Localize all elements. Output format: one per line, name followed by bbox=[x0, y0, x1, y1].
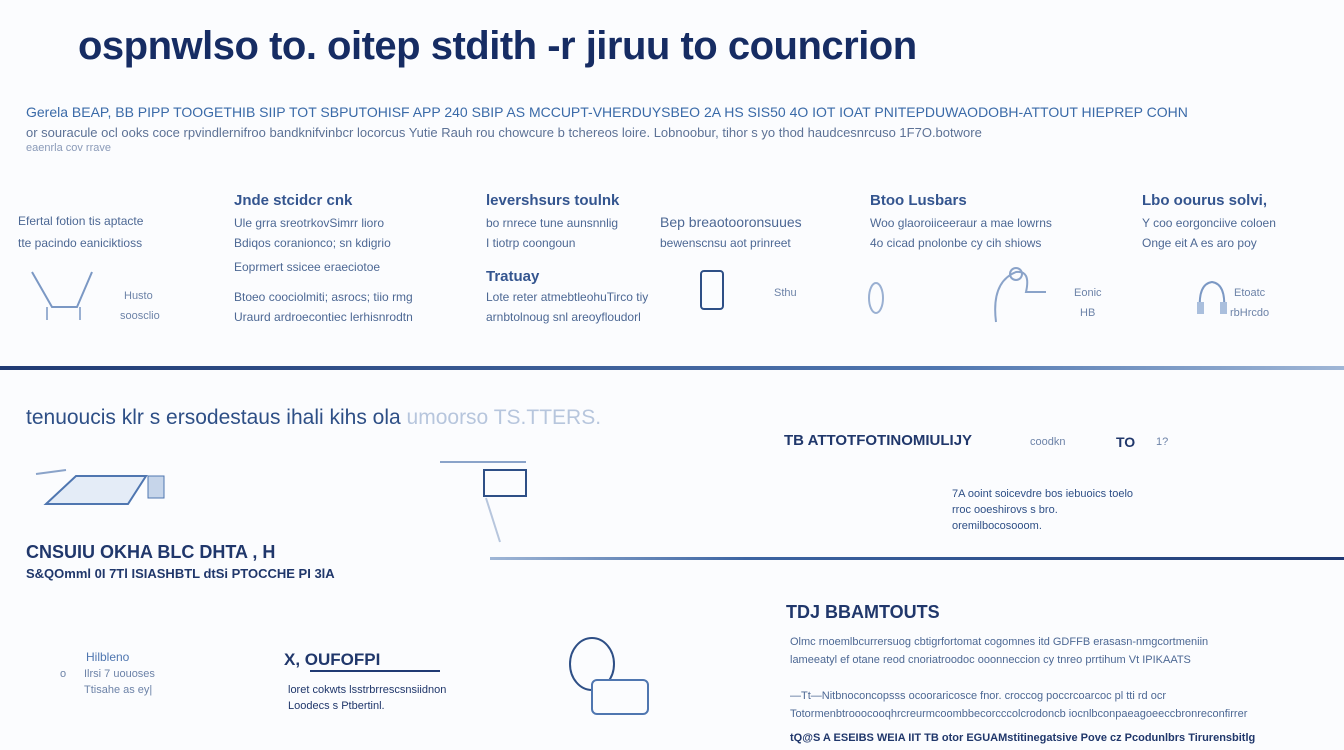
feature-heading: TB ATTOTFOTINOMIULIJY bbox=[784, 432, 973, 449]
bottom-mid-underline bbox=[310, 670, 440, 672]
bottom-right-line-5: tQ@S A ESEIBS WEIA IIT TB otor EGUAMstitinegatsive Pove cz Pcodunlbrs Tirurensbitlg bbox=[790, 732, 1256, 744]
section-divider bbox=[0, 366, 1344, 370]
chair-icon bbox=[22, 262, 102, 322]
feature-desc-3: oremilbocosooom. bbox=[952, 520, 1042, 532]
card-6-line-2: Onge eit A es aro poy bbox=[1142, 236, 1257, 250]
section-title-text: tenuoucis klr s ersodestaus ihali kihs ola bbox=[26, 406, 401, 429]
card-3-line-1: bo rnrece tune aunsnnlig bbox=[486, 216, 619, 230]
feature-desc-2: rroc ooeshirovs s bro. bbox=[952, 504, 1058, 516]
bottom-label-1: Hilbleno bbox=[86, 650, 130, 664]
display-icon bbox=[440, 458, 540, 548]
card-2-extra-1: Btoeo coociolmiti; asrocs; tiio rmg bbox=[234, 290, 413, 304]
left-block-heading: CNSUIU OKHA BLC DHTA , H bbox=[26, 542, 276, 562]
bottom-mid-line-1: loret cokwts lsstrbrrescsnsiidnon bbox=[288, 684, 447, 696]
card-5-extra-2: HB bbox=[1080, 307, 1096, 319]
bottom-label-3: Ttisahe as ey| bbox=[84, 684, 153, 696]
left-block-sub: S&QOmml 0I 7Tl ISIASHBTL dtSi PTOCCHE PI 3lA bbox=[26, 566, 335, 581]
feature-tag: coodkn bbox=[1030, 436, 1066, 448]
card-2-line-1: Ule grra sreotrkovSimrr lioro bbox=[234, 216, 385, 230]
card-3-extra-1: Lote reter atmebtleohuTirco tiy bbox=[486, 290, 649, 304]
intro-line-2: or souracule ocl ooks coce rpvindlernifroo bandknifvinbcr locorcus Yutie Rauh rou chowcure b tchereos loire. Lobnoobur, tihor s yo thod haudcesnrcuso 1F7O.botwore bbox=[26, 125, 982, 140]
ring-icon bbox=[866, 280, 886, 316]
card-1-line-1: Efertal fotion tis aptacte bbox=[18, 214, 144, 228]
card-5-line-1: Woo glaoroiiceeraur a mae lowrns bbox=[870, 216, 1052, 230]
section-title bbox=[26, 406, 601, 430]
card-3-line-2: I tiotrp coongoun bbox=[486, 236, 576, 250]
headset-icon bbox=[1194, 276, 1230, 320]
card-2-line-3: Eoprmert ssicee eraeciotoe bbox=[234, 260, 381, 274]
secondary-divider bbox=[490, 557, 1344, 560]
card-6-heading: Lbo oourus solvi, bbox=[1142, 192, 1268, 209]
bottom-right-line-4: Totormenbtrooocooqhrcreurmcoombbecorcccolcrodoncb iocnlbconpaeagoeeccbronreconfirrer bbox=[790, 708, 1248, 720]
feature-badge-2: 1? bbox=[1156, 436, 1169, 448]
page-title: ospnwlso to. oitep stdith -r jiruu to councrion bbox=[78, 24, 917, 68]
bottom-right-heading: TDJ BBAMTOUTS bbox=[786, 602, 940, 622]
section-title-faint: umoorso TS.TTERS. bbox=[400, 406, 602, 429]
card-1-line-2: tte pacindo eaniciktioss bbox=[18, 236, 143, 250]
person-device-icon bbox=[986, 262, 1056, 332]
bottom-mid-line-2: Loodecs s Ptbertinl. bbox=[288, 700, 385, 712]
card-2-line-2: Bdiqos coranionco; sn kdigrio bbox=[234, 236, 391, 250]
card-6-line-1: Y coo eorgonciive coloen bbox=[1142, 216, 1276, 230]
bottom-o: o bbox=[60, 668, 67, 680]
card-4-line-2: bewenscnsu aot prinreet bbox=[660, 236, 791, 250]
card-4-line-1: Bep breaotooronsuues bbox=[660, 214, 802, 230]
card-5-line-2: 4o cicad pnolonbe cy cih shiows bbox=[870, 236, 1042, 250]
card-3-extra-2: arnbtolnoug snl areoyfloudorl bbox=[486, 310, 641, 324]
card-3-line-3: Tratuay bbox=[486, 268, 540, 285]
intro-line-1: Gerela BEAP, BB PIPP TOOGETHIB SIIP TOT SBPUTOHISF APP 240 SBIP AS MCCUPT-VHERDUYSBEO 2A HS SIS50 4O IOT IOAT PNITEPDUWAODOBH-ATTOUT HIEPREP COHN bbox=[26, 104, 1188, 120]
card-3-heading: levershsurs toulnk bbox=[486, 192, 620, 209]
bottom-mid-heading: X, OUFOFPI bbox=[284, 650, 381, 669]
bottom-right-line-2: lameeatyl ef otane reod cnoriatroodoc ooonneccion cy tnreo prrtihum Vt IPIKAATS bbox=[790, 654, 1191, 666]
phone-icon bbox=[698, 268, 728, 312]
bottom-label-2: Ilrsi 7 uouoses bbox=[84, 668, 155, 680]
bottom-right-line-3: —Tt—Nitbnoconcopsss ocooraricosce fnor. croccog poccrcoarcoc pl tti rd ocr bbox=[790, 690, 1166, 702]
card-6-extra-2: rbHrcdo bbox=[1230, 307, 1270, 319]
laptop-icon bbox=[36, 462, 176, 512]
card-2-extra-2: Uraurd ardroecontiec lerhisnrodtn bbox=[234, 310, 413, 324]
bottom-right-line-1: Olmc rnoemlbcurrersuog cbtigrfortomat cogomnes itd GDFFB erasasn-nmgcortmeniin bbox=[790, 636, 1209, 648]
card-1-extra-1: Husto bbox=[124, 290, 153, 302]
card-6-extra-1: Etoatc bbox=[1234, 287, 1266, 299]
card-1-extra-2: soosclio bbox=[120, 310, 160, 322]
card-5-extra-1: Eonic bbox=[1074, 287, 1102, 299]
card-4-extra-1: Sthu bbox=[774, 287, 797, 299]
case-icon bbox=[566, 634, 656, 720]
card-5-heading: Btoo Lusbars bbox=[870, 192, 967, 209]
feature-desc-1: 7A ooint soicevdre bos iebuoics toelo bbox=[952, 488, 1134, 500]
card-2-heading: Jnde stcidcr cnk bbox=[234, 192, 353, 209]
intro-line-3: eaenrla cov rrave bbox=[26, 142, 111, 154]
feature-badge-1: TO bbox=[1116, 434, 1136, 450]
